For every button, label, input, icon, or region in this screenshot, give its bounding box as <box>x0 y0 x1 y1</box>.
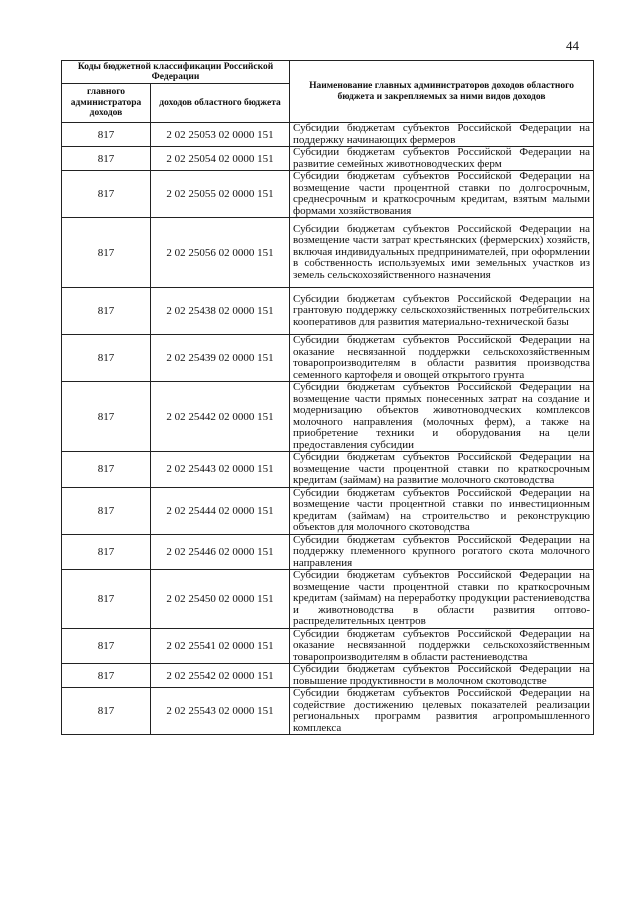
header-admin-column: главного администратора доходов <box>62 84 151 123</box>
table-row <box>62 218 594 288</box>
income-code-cell: 2 02 25055 02 0000 151 <box>151 171 290 218</box>
income-name-cell: Субсидии бюджетам субъектов Российской Федерации на возмещение части процентной ставки по краткосрочным кредитам (займам) на развитие молочного скотоводства <box>290 452 594 488</box>
admin-code-cell: 817 <box>62 218 151 288</box>
admin-code-cell: 817 <box>62 288 151 335</box>
table-header <box>62 61 594 123</box>
table-row <box>62 664 594 688</box>
admin-code-cell: 817 <box>62 147 151 171</box>
income-name-cell: Субсидии бюджетам субъектов Российской Федерации на оказание несвязанной поддержки сельскохозяйственным товаропроизводителям в области развития производства семенного картофеля и овощей открытого грунта <box>290 335 594 382</box>
income-code-cell: 2 02 25443 02 0000 151 <box>151 452 290 488</box>
table-row <box>62 487 594 534</box>
income-name-cell: Субсидии бюджетам субъектов Российской Федерации на оказание несвязанной поддержки сельскохозяйственным товаропроизводителям в области растениеводства <box>290 628 594 664</box>
table-row <box>62 570 594 629</box>
income-code-cell: 2 02 25056 02 0000 151 <box>151 218 290 288</box>
admin-code-cell: 817 <box>62 335 151 382</box>
table-row <box>62 147 594 171</box>
income-code-cell: 2 02 25541 02 0000 151 <box>151 628 290 664</box>
income-name-cell: Субсидии бюджетам субъектов Российской Федерации на возмещение части затрат крестьянских (фермерских) хозяйств, включая индивидуальных предпринимателей, при оформлении в собственность используемых ими земельных участков из земель сельскохозяйственного назначения <box>290 218 594 288</box>
income-name-cell: Субсидии бюджетам субъектов Российской Федерации на содействие достижению целевых показателей реализации региональных программ развития агропромышленного комплекса <box>290 688 594 735</box>
income-name-cell: Субсидии бюджетам субъектов Российской Федерации на поддержку племенного крупного рогатого скота молочного направления <box>290 534 594 570</box>
table-row <box>62 628 594 664</box>
income-code-cell: 2 02 25542 02 0000 151 <box>151 664 290 688</box>
header-income-column: доходов областного бюджета <box>151 84 290 123</box>
income-code-cell: 2 02 25442 02 0000 151 <box>151 382 290 452</box>
income-name-cell: Субсидии бюджетам субъектов Российской Федерации на возмещение части процентной ставки по краткосрочным кредитам (займам) на переработку продукции растениеводства и животноводства в области развития оптово-распределительных центров <box>290 570 594 629</box>
income-name-cell: Субсидии бюджетам субъектов Российской Федерации на грантовую поддержку сельскохозяйственных потребительских кооперативов для развития материально-технической базы <box>290 288 594 335</box>
table-row <box>62 452 594 488</box>
income-name-cell: Субсидии бюджетам субъектов Российской Федерации на возмещение части прямых понесенных затрат на создание и модернизацию объектов животноводческих комплексов молочного направления (молочных ферм), а также на приобретение техники и оборудования на цели предоставления субсидии <box>290 382 594 452</box>
admin-code-cell: 817 <box>62 171 151 218</box>
table-row <box>62 382 594 452</box>
admin-code-cell: 817 <box>62 688 151 735</box>
income-code-cell: 2 02 25450 02 0000 151 <box>151 570 290 629</box>
table-row <box>62 171 594 218</box>
table-row <box>62 288 594 335</box>
income-code-cell: 2 02 25438 02 0000 151 <box>151 288 290 335</box>
header-codes-group: Коды бюджетной классификации Российской Федерации <box>62 61 290 84</box>
admin-code-cell: 817 <box>62 452 151 488</box>
admin-code-cell: 817 <box>62 570 151 629</box>
admin-code-cell: 817 <box>62 628 151 664</box>
income-code-cell: 2 02 25543 02 0000 151 <box>151 688 290 735</box>
income-name-cell: Субсидии бюджетам субъектов Российской Федерации на развитие семейных животноводческих ферм <box>290 147 594 171</box>
admin-code-cell: 817 <box>62 487 151 534</box>
income-code-cell: 2 02 25053 02 0000 151 <box>151 123 290 147</box>
income-code-cell: 2 02 25444 02 0000 151 <box>151 487 290 534</box>
header-name-column: Наименование главных администраторов доходов областного бюджета и закрепляемых за ними видов доходов <box>290 61 594 123</box>
admin-code-cell: 817 <box>62 123 151 147</box>
income-code-cell: 2 02 25439 02 0000 151 <box>151 335 290 382</box>
income-code-cell: 2 02 25054 02 0000 151 <box>151 147 290 171</box>
table-row <box>62 335 594 382</box>
income-name-cell: Субсидии бюджетам субъектов Российской Федерации на поддержку начинающих фермеров <box>290 123 594 147</box>
income-name-cell: Субсидии бюджетам субъектов Российской Федерации на повышение продуктивности в молочном скотоводстве <box>290 664 594 688</box>
table-row <box>62 123 594 147</box>
admin-code-cell: 817 <box>62 664 151 688</box>
budget-classification-table <box>61 60 594 735</box>
admin-code-cell: 817 <box>62 534 151 570</box>
table-row <box>62 688 594 735</box>
income-name-cell: Субсидии бюджетам субъектов Российской Федерации на возмещение части процентной ставки по долгосрочным, среднесрочным и краткосрочным кредитам, взятым малыми формами хозяйствования <box>290 171 594 218</box>
income-code-cell: 2 02 25446 02 0000 151 <box>151 534 290 570</box>
admin-code-cell: 817 <box>62 382 151 452</box>
table-body <box>62 123 594 735</box>
page-number: 44 <box>566 38 579 53</box>
income-name-cell: Субсидии бюджетам субъектов Российской Федерации на возмещение части процентной ставки по инвестиционным кредитам (займам) на строительство и реконструкцию объектов для молочного скотоводства <box>290 487 594 534</box>
table-row <box>62 534 594 570</box>
